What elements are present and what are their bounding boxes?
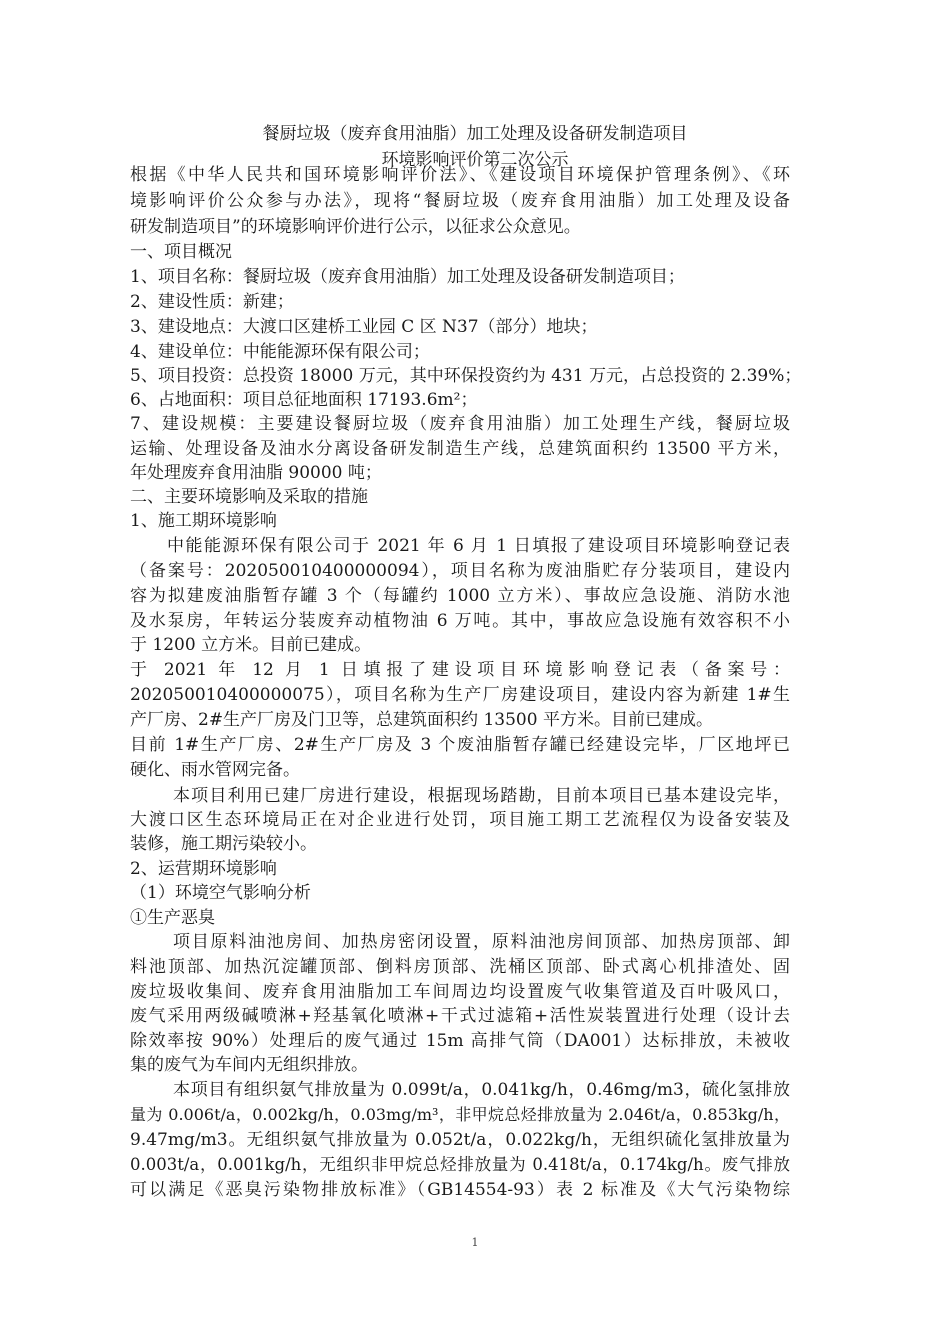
body-line: 集的废气为车间内无组织排放。 <box>130 1055 368 1075</box>
body-line: 项目原料油池房间、加热房密闭设置，原料油池房间顶部、加热房顶部、卸 <box>173 932 790 952</box>
body-line: 料池顶部、加热沉淀罐顶部、倒料房顶部、洗桶区顶部、卧式离心机排渣处、固 <box>130 957 790 977</box>
subsection-heading: （1）环境空气影响分析 <box>130 883 311 903</box>
body-line: 7、建设规模：主要建设餐厨垃圾（废弃食用油脂）加工处理生产线，餐厨垃圾 <box>130 414 790 434</box>
page-number: 1 <box>471 1236 479 1249</box>
body-line: 于 1200 立方米。目前已建成。 <box>130 635 372 655</box>
body-line: 于 2021 年 12 月 1 日填报了建设项目环境影响登记表（备案号： <box>130 660 790 680</box>
section-heading: 一、项目概况 <box>130 242 232 262</box>
body-line: 硬化、雨水管网完备。 <box>130 760 300 780</box>
body-line: 年处理废弃食用油脂 90000 吨； <box>130 463 382 483</box>
body-line: 本项目有组织氨气排放量为 0.099t/a，0.041kg/h，0.46mg/m3，硫化氢排放 <box>173 1080 790 1100</box>
body-line: 容为拟建废油脂暂存罐 3 个（每罐约 1000 立方米）、事故应急设施、消防水池 <box>130 586 790 606</box>
document-title: 餐厨垃圾（废弃食用油脂）加工处理及设备研发制造项目 <box>262 124 688 144</box>
body-line: 产厂房、2#生产厂房及门卫等，总建筑面积约 13500 平方米。目前已建成。 <box>130 710 713 730</box>
body-line: 5、项目投资：总投资 18000 万元，其中环保投资约为 431 万元，占总投资的 2.39%； <box>130 366 802 386</box>
body-line: 9.47mg/m3。无组织氨气排放量为 0.052t/a，0.022kg/h，无组织硫化氢排放量为 <box>130 1130 790 1150</box>
subsection-heading: 1、施工期环境影响 <box>130 511 277 531</box>
body-line: 装修，施工期污染较小。 <box>130 834 317 854</box>
body-line: 境影响评价公众参与办法》，现将“餐厨垃圾（废弃食用油脂）加工处理及设备 <box>130 191 790 211</box>
body-line: 目前 1#生产厂房、2#生产厂房及 3 个废油脂暂存罐已经建设完毕，厂区地坪已 <box>130 735 790 755</box>
body-line: 本项目利用已建厂房进行建设，根据现场踏勘，目前本项目已基本建设完毕， <box>173 786 790 806</box>
body-line: 除效率按 90%）处理后的废气通过 15m 高排气筒（DA001）达标排放，未被收 <box>130 1031 790 1051</box>
body-line: （备案号：202050010400000094），项目名称为废油脂贮存分装项目，建设内 <box>130 561 790 581</box>
body-line: 3、建设地点：大渡口区建桥工业园 C 区 N37（部分）地块； <box>130 317 598 337</box>
body-line: 研发制造项目”的环境影响评价进行公示，以征求公众意见。 <box>130 217 581 237</box>
body-line: 202050010400000075），项目名称为生产厂房建设项目，建设内容为新建 1#生 <box>130 685 790 705</box>
subsection-heading: ①生产恶臭 <box>130 908 215 928</box>
body-line: 2、建设性质：新建； <box>130 292 294 312</box>
body-line: 运输、处理设备及油水分离设备研发制造生产线，总建筑面积约 13500 平方米， <box>130 439 790 459</box>
body-line: 1、项目名称：餐厨垃圾（废弃食用油脂）加工处理及设备研发制造项目； <box>130 267 685 287</box>
body-line: 废气采用两级碱喷淋+羟基氧化喷淋+干式过滤箱+活性炭装置进行处理（设计去 <box>130 1006 790 1026</box>
subsection-heading: 2、运营期环境影响 <box>130 859 277 879</box>
body-line: 根据《中华人民共和国环境影响评价法》、《建设项目环境保护管理条例》、《环 <box>130 165 790 185</box>
body-line: 可以满足《恶臭污染物排放标准》（GB14554-93）表 2 标准及《大气污染物综 <box>130 1180 790 1200</box>
body-line: 6、占地面积：项目总征地面积 17193.6m²； <box>130 390 478 410</box>
body-line: 及水泵房，年转运分装废弃动植物油 6 万吨。其中，事故应急设施有效容积不小 <box>130 611 790 631</box>
document-subtitle: 环境影响评价第二次公示 <box>381 150 569 170</box>
body-line: 中能能源环保有限公司于 2021 年 6 月 1 日填报了建设项目环境影响登记表 <box>167 536 790 556</box>
body-line: 废垃圾收集间、废弃食用油脂加工车间周边均设置废气收集管道及百叶吸风口， <box>130 982 790 1002</box>
body-line: 4、建设单位：中能能源环保有限公司； <box>130 342 430 362</box>
body-line: 大渡口区生态环境局正在对企业进行处罚，项目施工期工艺流程仅为设备安装及 <box>130 810 790 830</box>
body-line: 量为 0.006t/a，0.002kg/h，0.03mg/m³，非甲烷总烃排放量为 2.046t/a，0.853kg/h， <box>130 1105 790 1124</box>
section-heading: 二、主要环境影响及采取的措施 <box>130 487 368 507</box>
body-line: 0.003t/a，0.001kg/h，无组织非甲烷总烃排放量为 0.418t/a，0.174kg/h。废气排放 <box>130 1155 790 1174</box>
